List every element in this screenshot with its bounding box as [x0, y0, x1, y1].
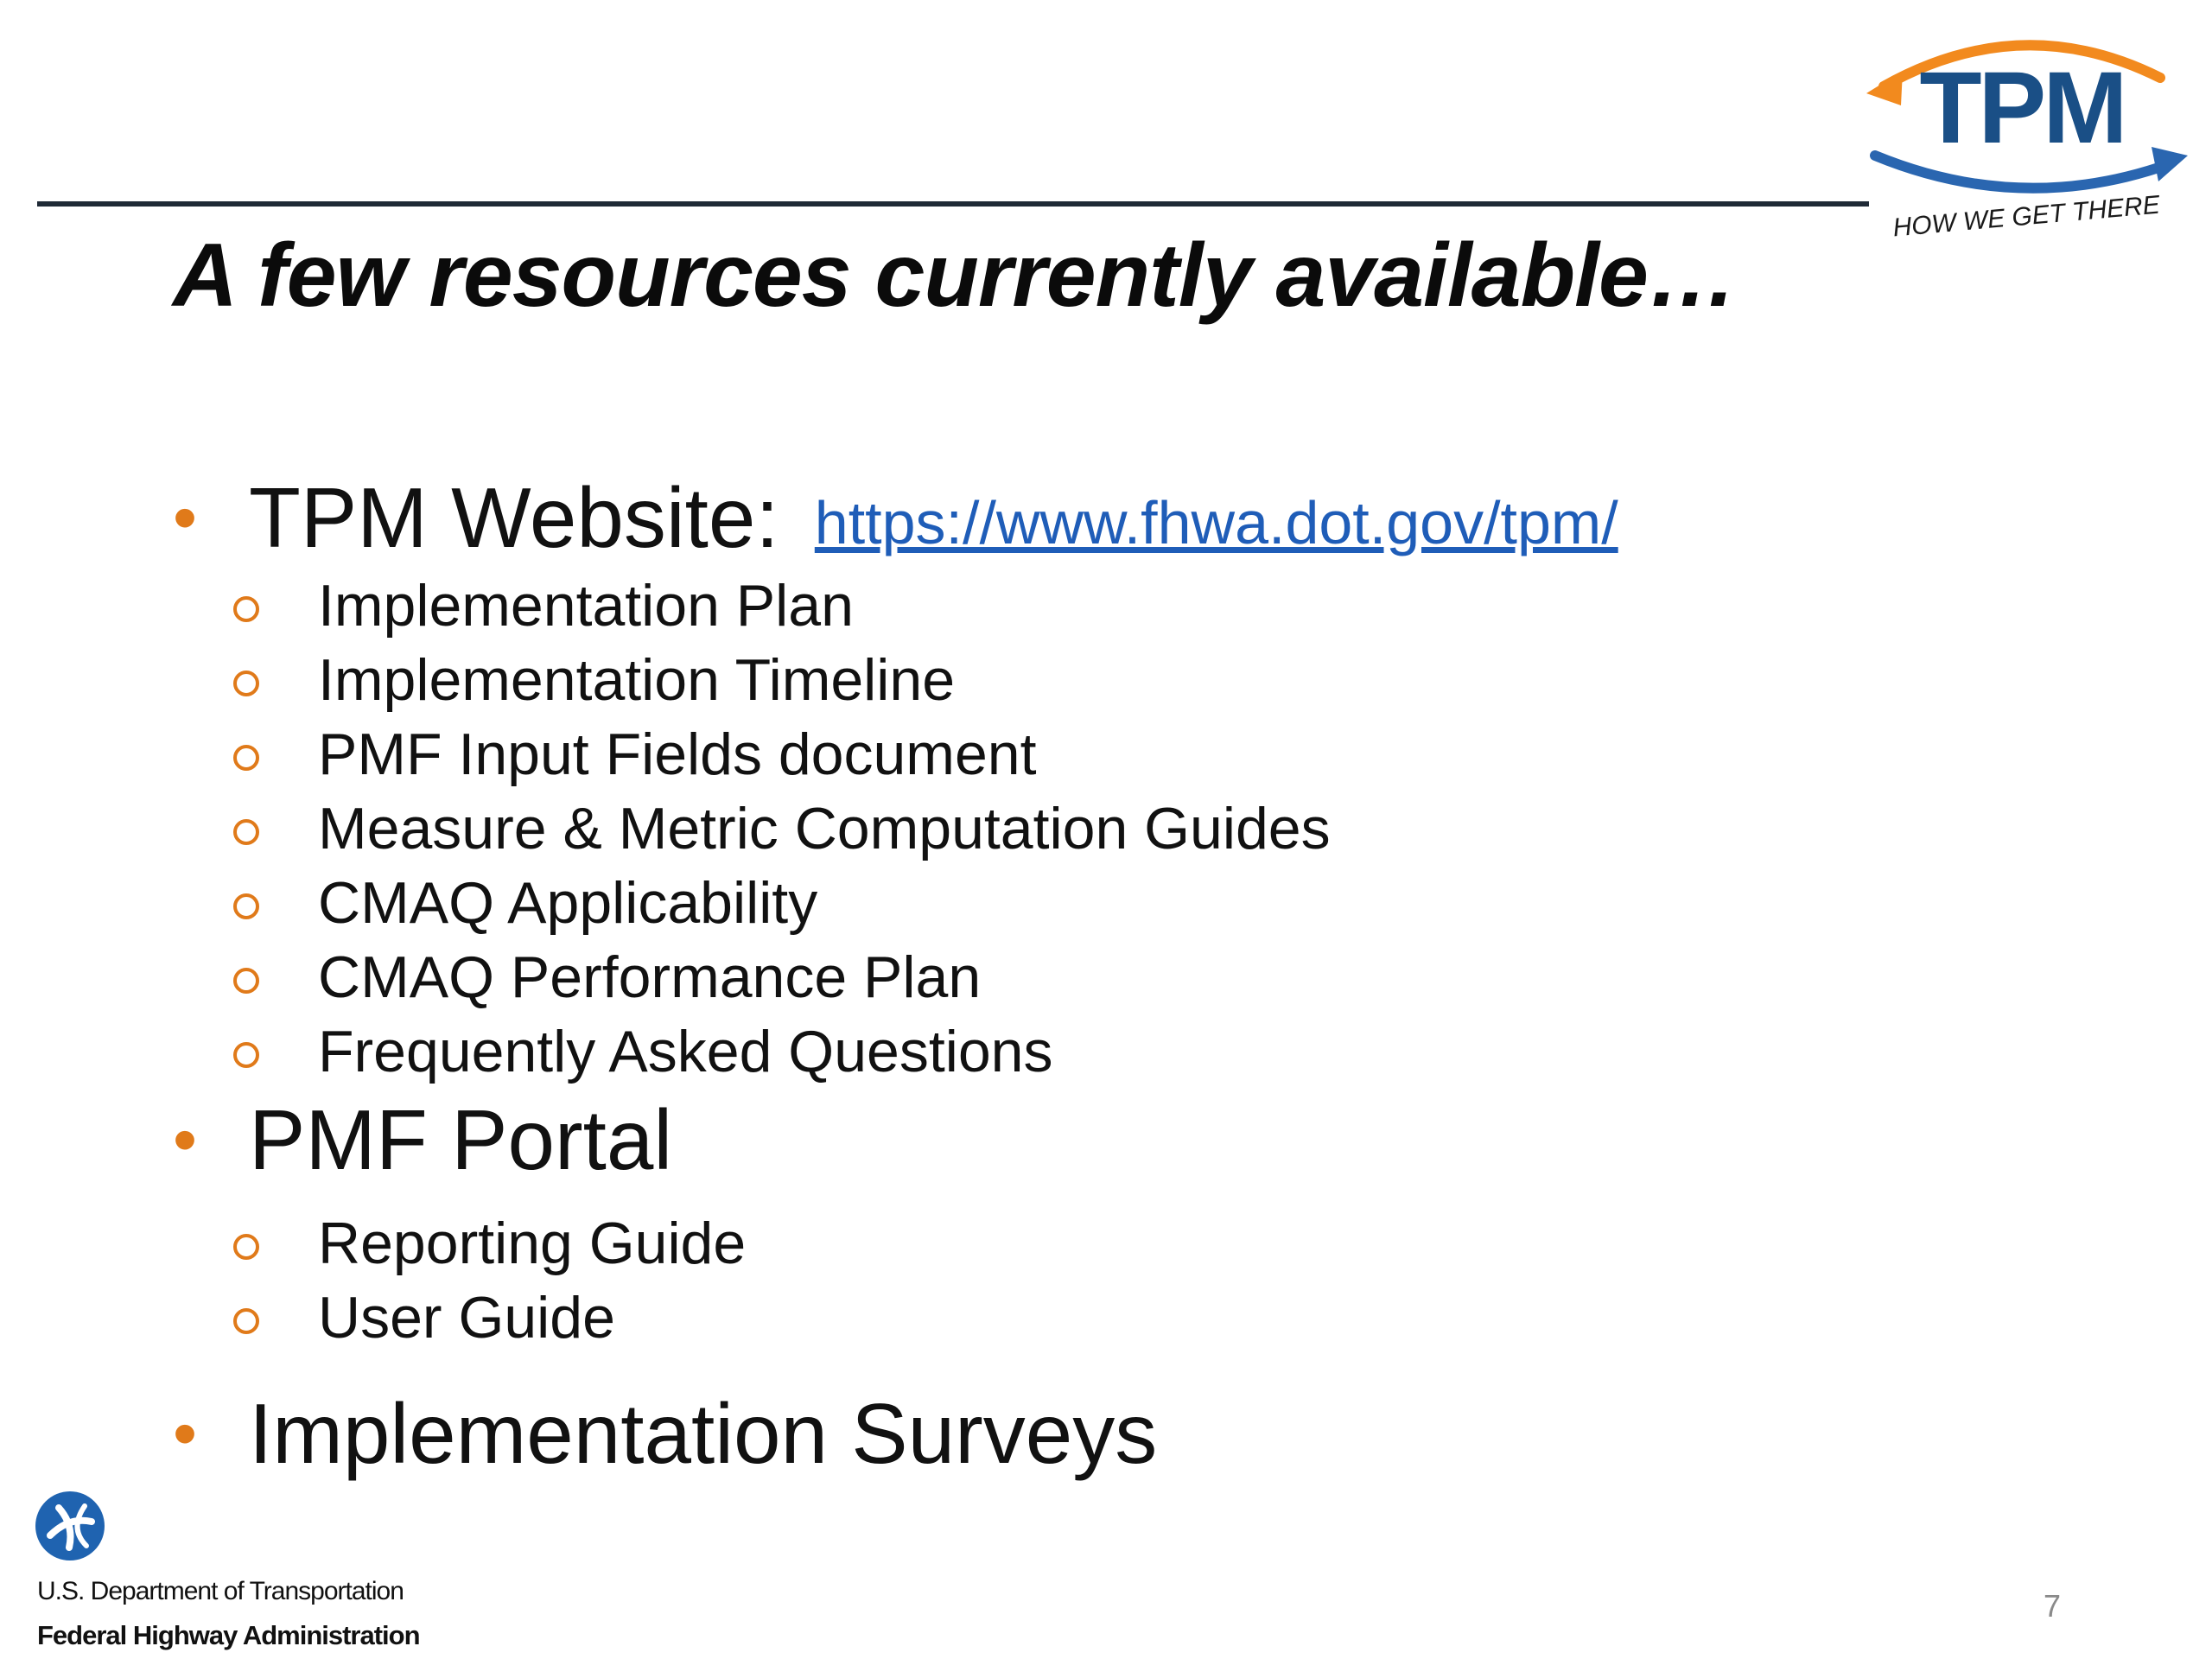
header-divider	[37, 201, 1869, 207]
bullet-label: Implementation Surveys	[249, 1386, 1158, 1481]
sub-bullet-marker	[233, 1234, 259, 1260]
sub-bullet-marker	[233, 819, 259, 845]
sub-bullet-marker	[233, 968, 259, 994]
bullet-implementation-surveys	[173, 1382, 2074, 1484]
sub-item: Frequently Asked Questions	[173, 1014, 2074, 1089]
sub-item: PMF Input Fields document	[173, 717, 2074, 791]
tpm-logo-tagline: HOW WE GET THERE	[1891, 190, 2162, 243]
slide-title: A few resources currently available…	[173, 226, 1737, 326]
tpm-logo-text: TPM	[1919, 51, 2125, 165]
sub-bullet-marker	[233, 893, 259, 919]
sub-bullet-marker	[233, 1042, 259, 1068]
sub-bullet-marker	[233, 596, 259, 622]
tpm-website-link[interactable]: https://www.fhwa.dot.gov/tpm/	[814, 489, 1618, 556]
bullet-tpm-website	[173, 467, 2074, 569]
sub-item: User Guide	[173, 1281, 2074, 1355]
sub-item: CMAQ Applicability	[173, 866, 2074, 940]
sub-bullet-marker	[233, 745, 259, 771]
bullet-marker: •	[173, 479, 198, 556]
sub-item: Reporting Guide	[173, 1206, 2074, 1281]
sub-item: CMAQ Performance Plan	[173, 940, 2074, 1014]
sub-bullet-marker	[233, 1308, 259, 1334]
sub-bullet-marker	[233, 671, 259, 696]
page-number: 7	[2044, 1588, 2062, 1624]
footer-agency: Federal Highway Administration	[37, 1620, 420, 1650]
bullet-label: TPM Website:	[249, 470, 779, 565]
bullet-label: PMF Portal	[249, 1092, 673, 1187]
bullet-marker: •	[173, 1101, 198, 1178]
tpm-logo	[1849, 26, 2195, 251]
footer-department: U.S. Department of Transportation	[37, 1577, 404, 1605]
usdot-logo-icon	[35, 1491, 105, 1561]
bullet-pmf-portal	[173, 1089, 2074, 1191]
bullet-marker: •	[173, 1395, 198, 1471]
sub-item: Implementation Timeline	[173, 643, 2074, 717]
sub-item: Implementation Plan	[173, 569, 2074, 643]
sub-item: Measure & Metric Computation Guides	[173, 791, 2074, 866]
resource-list	[173, 467, 2074, 1484]
